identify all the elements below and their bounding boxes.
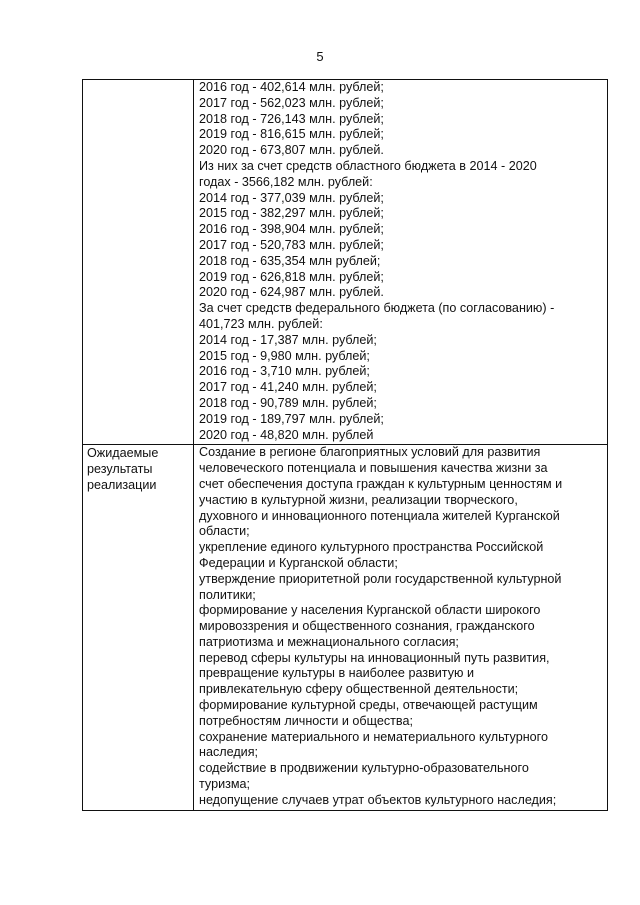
text-line: участию в культурной жизни, реализации творческого, <box>199 492 518 507</box>
text-line: недопущение случаев утрат объектов культурного наследия; <box>199 792 557 807</box>
text-line: духовного и инновационного потенциала жителей Курганской <box>199 508 560 523</box>
text-line: человеческого потенциала и повышения качества жизни за <box>199 461 548 476</box>
row-label-expected-results: Ожидаемые результаты реализации <box>87 446 159 492</box>
text-line: 2017 год - 520,783 млн. рублей; <box>199 237 384 252</box>
text-line: 2019 год - 816,615 млн. рублей; <box>199 127 384 142</box>
text-line: превращение культуры в наиболее развитую и <box>199 666 474 681</box>
text-line: утверждение приоритетной роли государственной культурной <box>199 571 562 586</box>
text-line: счет обеспечения доступа граждан к культурным ценностям и <box>199 476 563 491</box>
text-line: 2018 год - 635,354 млн рублей; <box>199 253 381 268</box>
text-line: 2019 год - 189,797 млн. рублей; <box>199 411 384 426</box>
text-line: За счет средств федерального бюджета (по согласованию) - <box>199 301 555 316</box>
text-line: привлекательную сферу общественной деятельности; <box>199 682 519 697</box>
text-line: потребностям личности и общества; <box>199 713 413 728</box>
row-label-cell <box>83 445 194 810</box>
text-line: 2020 год - 48,820 млн. рублей <box>199 427 374 442</box>
text-line: формирование у населения Курганской области широкого <box>199 603 541 618</box>
table-row-expected-results <box>83 445 608 810</box>
text-line: 2017 год - 562,023 млн. рублей; <box>199 95 384 110</box>
text-line: 401,723 млн. рублей: <box>199 316 323 331</box>
text-line: 2020 год - 624,987 млн. рублей. <box>199 285 384 300</box>
text-line: 2016 год - 398,904 млн. рублей; <box>199 222 384 237</box>
text-line: сохранение материального и нематериального культурного <box>199 729 548 744</box>
passport-table <box>82 79 608 811</box>
text-line: области; <box>199 524 250 539</box>
text-line: наследия; <box>199 745 259 760</box>
row-content-cell <box>194 80 608 445</box>
text-line: 2016 год - 402,614 млн. рублей; <box>199 80 384 94</box>
text-line: годах - 3566,182 млн. рублей: <box>199 174 373 189</box>
text-line: 2017 год - 41,240 млн. рублей; <box>199 380 377 395</box>
text-line: 2018 год - 90,789 млн. рублей; <box>199 395 377 410</box>
text-line: патриотизма и межнационального согласия; <box>199 634 459 649</box>
text-line: формирование культурной среды, отвечающей растущим <box>199 698 538 713</box>
text-line: 2015 год - 382,297 млн. рублей; <box>199 206 384 221</box>
text-line: 2015 год - 9,980 млн. рублей; <box>199 348 370 363</box>
page-number: 5 <box>316 49 324 64</box>
text-line: Создание в регионе благоприятных условий для развития <box>199 445 541 460</box>
table-row-financing <box>83 80 608 445</box>
row-content-cell <box>194 445 608 810</box>
row-label <box>83 80 193 81</box>
financing-lines <box>194 80 607 444</box>
text-line: Федерации и Курганской области; <box>199 555 398 570</box>
text-line: укрепление единого культурного пространства Российской <box>199 540 544 555</box>
text-line: содействие в продвижении культурно-образовательного <box>199 761 529 776</box>
text-line: 2016 год - 3,710 млн. рублей; <box>199 364 370 379</box>
text-line: 2020 год - 673,807 млн. рублей. <box>199 143 384 158</box>
text-line: 2014 год - 17,387 млн. рублей; <box>199 332 377 347</box>
expected-results-lines <box>194 445 607 809</box>
text-line: Из них за счет средств областного бюджета в 2014 - 2020 <box>199 158 537 173</box>
text-line: 2014 год - 377,039 млн. рублей; <box>199 190 384 205</box>
text-line: 2018 год - 726,143 млн. рублей; <box>199 111 384 126</box>
row-label-cell <box>83 80 194 445</box>
text-line: 2019 год - 626,818 млн. рублей; <box>199 269 384 284</box>
text-line: мировоззрения и общественного сознания, гражданского <box>199 619 535 634</box>
text-line: туризма; <box>199 777 251 792</box>
text-line: политики; <box>199 587 256 602</box>
text-line: перевод сферы культуры на инновационный путь развития, <box>199 650 550 665</box>
